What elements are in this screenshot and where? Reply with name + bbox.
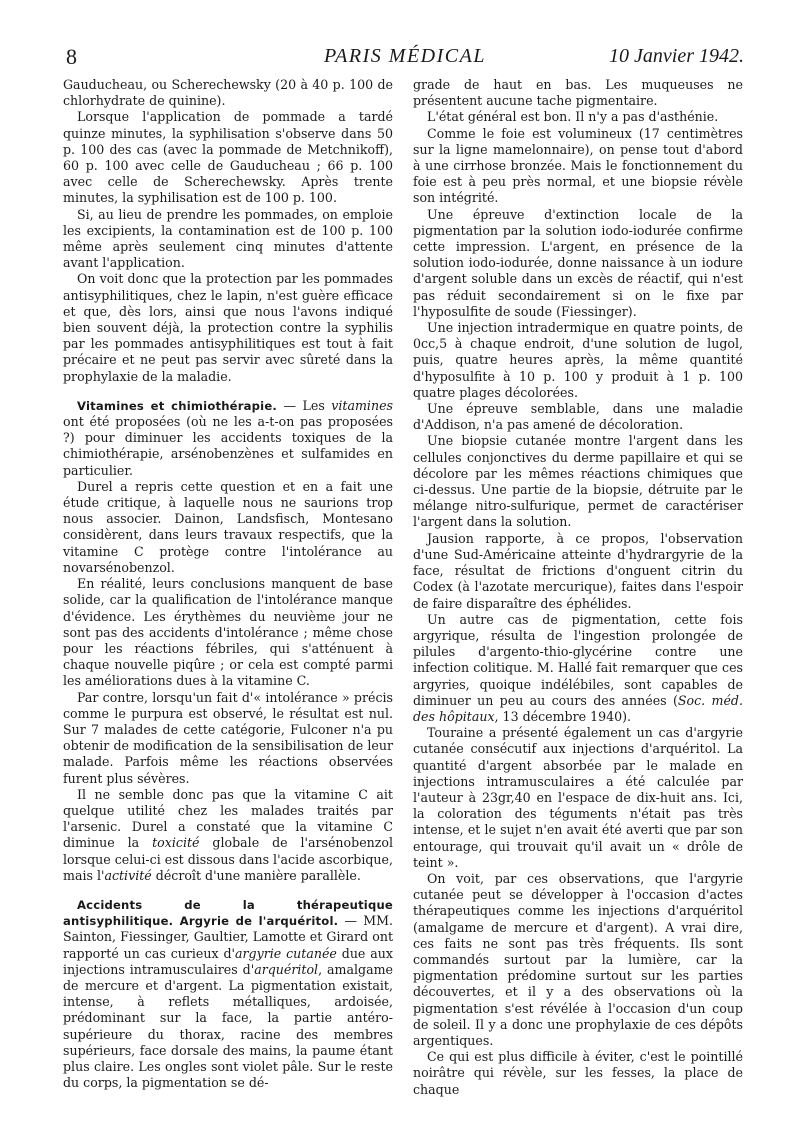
section-vitamines: Vitamines et chimiothérapie. — Les vitamines ont été proposées (où ne les a-t-on pas proposées ?) pour diminuer les accidents toxiques de la chimiothérapie, arsénobenzènes et sulfamides en particulier. [63,397,393,478]
section-title: Vitamines et chimiothérapie. [77,398,278,413]
paragraph: Comme le foie est volumineux (17 centimètres sur la ligne mamelonnaire), on pense tout d'abord à une cirrhose bronzée. Mais le fonctionnement du foie est à peu près normal, et une biopsie révèle son intégrité. [413,125,743,206]
paragraph: Si, au lieu de prendre les pommades, on emploie les excipients, la contamination est de 100 p. 100 même après seulement cinq minutes d'attente avant l'application. [63,206,393,271]
paragraph: Durel a repris cette question et en a fait une étude critique, à laquelle nous ne saurions trop nous associer. Dainon, Landsfisch, Montesano considèrent, dans leurs travaux respectifs, que la vitamine C protège contre l'intolérance au novarsénobenzol. [63,478,393,575]
paragraph: Gauducheau, ou Scherechewsky (20 à 40 p. 100 de chlorhydrate de quinine). [63,77,393,109]
paragraph: Ce qui est plus difficile à éviter, c'est le pointillé noirâtre qui révèle, sur les fesses, la place de chaque [413,1049,743,1097]
paragraph: Une biopsie cutanée montre l'argent dans les cellules conjonctives du derme papillaire et qui se décolore par les mêmes réactions chimiques que ci-dessus. Une partie de la biopsie, détruite par le mélange nitro-sulfurique, permet de caractériser l'argent dans la solution. [413,433,743,530]
paragraph: grade de haut en bas. Les muqueuses ne présentent aucune tache pigmentaire. [413,77,743,109]
page-header [66,44,744,74]
paragraph: Une épreuve d'extinction locale de la pigmentation par la solution iodo-iodurée confirme cette impression. L'argent, en présence de la solution iodo-iodurée, donne naissance à un iodure d'argent soluble dans un excès de réactif, qui n'est pas réduit secondairement si on le fixe par l'hyposulfite de soude (Fiessinger). [413,206,743,319]
paragraph: Jausion rapporte, à ce propos, l'observation d'une Sud-Américaine atteinte d'hydrargyrie de la face, résultat de frictions d'onguent citrin du Codex (à l'azotate mercurique), faites dans l'espoir de faire disparaître des éphélides. [413,530,743,611]
paragraph: Un autre cas de pigmentation, cette fois argyrique, résulta de l'ingestion prolongée de pilules d'argento-thio-glycérine contre une infection colitique. M. Hallé fait remarquer que ces argyries, quoique indélébiles, sont capables de diminuer un peu au cours des années (Soc. méd. des hôpitaux, 13 décembre 1940). [413,611,744,724]
issue-date: 10 Janvier 1942. [609,45,744,67]
paragraph: Il ne semble donc pas que la vitamine C ait quelque utilité chez les malades traités par l'arsenic. Durel a constaté que la vitamine C diminue la toxicité globale de l'arsénobenzol lorsque celui-ci est dissous dans l'acide ascorbique, mais l'activité décroît d'une manière parallèle. [63,786,394,883]
right-column [413,77,743,1098]
paragraph: Par contre, lorsqu'un fait d'« intolérance » précis comme le purpura est observé, le résultat est nul. Sur 7 malades de cette catégorie, Fulconer n'a pu obtenir de modification de la sensibilisation de leur malade. Parfois même les réactions observées furent plus sévères. [63,689,393,786]
section-accidents: Accidents de la thérapeutique antisyphilitique. Argyrie de l'arquéritol. — MM. Sainton, Fiessinger, Gaultier, Lamotte et Girard ont rapporté un cas curieux d'argyrie cutanée due aux injections intramusculaires d'arquéritol, amalgame de mercure et d'argent. La pigmentation existait, intense, à reflets métalliques, ardoisée, prédominant sur la face, la partie antéro-supérieure du thorax, racine des membres supérieurs, face dorsale des mains, la paume étant plus claire. Les ongles sont violet pâle. Sur le reste du corps, la pigmentation se dé- [63,897,393,1091]
paragraph: On voit donc que la protection par les pommades antisyphilitiques, chez le lapin, n'est guère efficace et que, dès lors, ainsi que nous l'avons indiqué bien souvent déjà, la protection contre la syphilis par les pommades antisyphilitiques est tout à fait précaire et ne peut pas servir avec sûreté dans la prophylaxie de la maladie. [63,271,393,384]
left-column [63,77,393,1091]
paragraph: Lorsque l'application de pommade a tardé quinze minutes, la syphilisation s'observe dans 50 p. 100 des cas (avec la pommade de Metchnikoff), 60 p. 100 avec celle de Gauducheau ; 66 p. 100 avec celle de Scherechewsky. Après trente minutes, la syphilisation est de 100 p. 100. [63,109,393,206]
paragraph: L'état général est bon. Il n'y a pas d'asthénie. [427,109,719,125]
paragraph: Une épreuve semblable, dans une maladie d'Addison, n'a pas amené de décoloration. [413,401,743,433]
paragraph: En réalité, leurs conclusions manquent de base solide, car la qualification de l'intolérance manque d'évidence. Les érythèmes du neuvième jour ne sont pas des accidents d'intolérance ; même chose pour les réactions fébriles, qui s'atténuent à chaque nouvelle piqûre ; or cela est compté parmi les améliorations dues à la vitamine C. [63,576,393,689]
paragraph: Touraine a présenté également un cas d'argyrie cutanée consécutif aux injections d'arquéritol. La quantité d'argent absorbée par le malade en injections intramusculaires a été calculée par l'auteur à 23gr,40 en l'espace de dix-huit ans. Ici, la coloration des téguments n'était pas très intense, et le sujet n'en avait été averti que par son entourage, qui trouvait qu'il avait un « drôle de teint ». [413,725,743,870]
section-title: Accidents de la thérapeutique antisyphilitique. Argyrie de l'arquéritol. [63,897,393,929]
paragraph: On voit, par ces observations, que l'argyrie cutanée peut se développer à l'occasion d'actes thérapeutiques comme les injections d'arquéritol (amalgame de mercure et d'argent). A vrai dire, ces faits ne sont pas très fréquents. Ils sont commandés surtout par la lumière, car la pigmentation prédomine surtout sur les parties découvertes, et il y a des observations où la pigmentation s'est révélée à l'occasion d'un coup de soleil. Il y a donc une prophylaxie de ces dépôts argentiques. [413,870,743,1048]
page-number: 8 [66,44,77,69]
paragraph: Une injection intradermique en quatre points, de 0cc,5 à chaque endroit, d'une solution de lugol, puis, quatre heures après, la même quantité d'hyposulfite à 10 p. 100 y produit à 1 p. 100 quatre plages décolorées. [413,320,743,400]
journal-title: PARIS MÉDICAL [324,45,486,67]
